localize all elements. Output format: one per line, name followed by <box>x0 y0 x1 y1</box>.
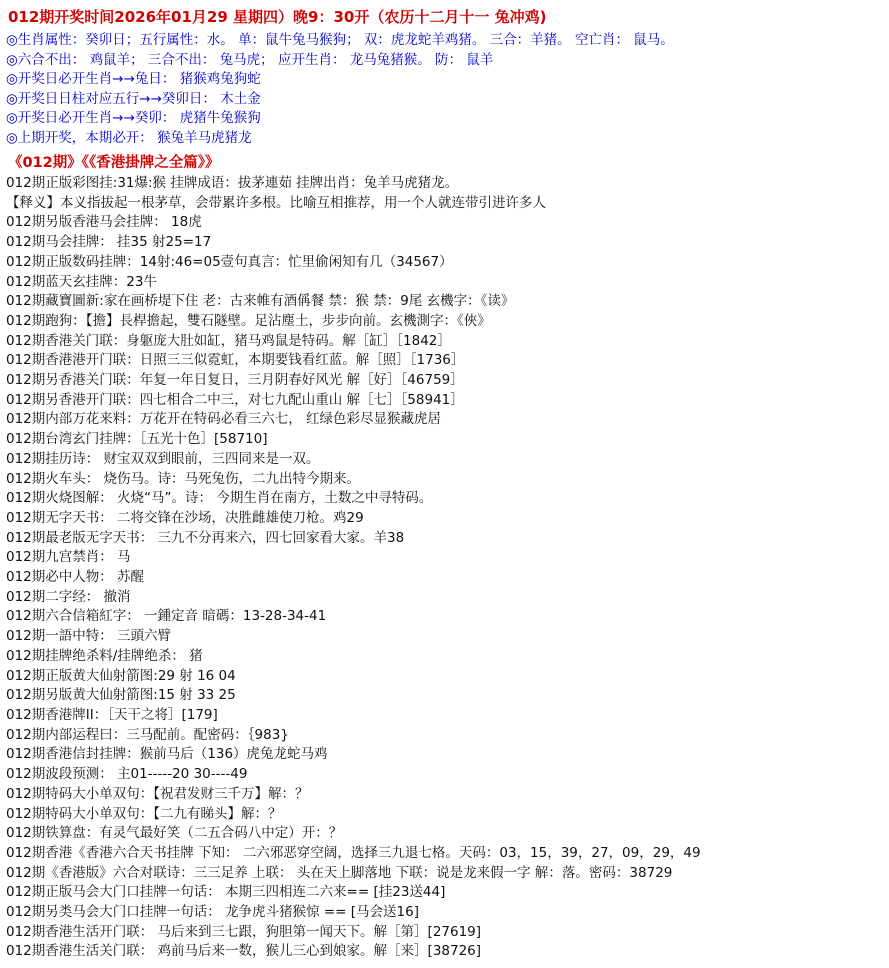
content-row: 012期必中人物： 苏醒 <box>6 569 145 586</box>
content-row: 012期火烧图解： 火烧“马”。诗： 今期生肖在南方，土数之中寻特码。 <box>6 490 433 507</box>
content-row: 012期内部运程曰：三马配前。配密码：｛983} <box>6 726 289 743</box>
content-row: 012期马会挂牌： 挂35 射25=17 <box>6 234 212 251</box>
content-block <box>6 174 883 962</box>
content-row: 012期跑狗：【擔】長桿擔起，雙石隧壁。足沾塵土，步步向前。玄機測字：《俠》 <box>6 312 491 329</box>
content-row: 012期内部万花来料：万花开在特码必看三六七， 红绿色彩尽显猴藏虎居 <box>6 411 442 428</box>
content-row: 012期一語中特： 三頭六臂 <box>6 628 172 645</box>
content-row: 012期《香港版》六合对联诗：三三足养 上联： 头在天上脚落地 下联：说是龙来假一字 解：落。密码：38729 <box>6 864 673 881</box>
zodiac-row: ◎开奖日日柱对应五行→→癸卯日： 木土金 <box>6 90 261 107</box>
section-title: 《012期》《《香港掛牌之全篇》》 <box>8 155 220 171</box>
content-row: 012期九宫禁肖： 马 <box>6 549 131 566</box>
content-row: 012期香港关门联：身躯庞大肚如缸，猪马鸡鼠是特码。解［缸］［1842］ <box>6 332 451 349</box>
zodiac-row: ◎生肖属性：癸卯日；五行属性：水。 单：鼠牛兔马猴狗； 双：虎龙蛇羊鸡猪。 三合：羊猪。 空亡肖： 鼠马。 <box>6 32 674 48</box>
content-row: 012期特码大小单双句：【二九有睇头】解：？ <box>6 805 282 822</box>
content-row: 012期藏寶圖新:家在画桥堤下住 老：古来帷有酒偁餐 禁：猴 禁：9尾 玄機字：《读》 <box>6 293 515 310</box>
content-row: 012期铁算盘：有灵气最好笑（二五合码八中定）开：？ <box>6 825 343 842</box>
content-row: 012期另香港关门联：年复一年日复日，三月阴春好风光 解［好］［46759］ <box>6 372 464 389</box>
content-row: 012期二字经： 撤消 <box>6 588 131 605</box>
content-row: 012期无字天书： 二将交锋在沙场，决胜雌雄使刀枪。鸡29 <box>6 509 364 526</box>
content-row: 012期另香港开门联：四七相合二中三，对七九配山重山 解［七］［58941］ <box>6 391 464 408</box>
content-row: 012期香港《香港六合天书挂牌 下知： 二六邪恶穿空阔，选择三九退七格。天码：03，15，39，27，09，29，49 <box>6 844 701 861</box>
content-row: 012期正版数码挂牌：14射:46=05壹句真言：忙里偷闲知有几（34567） <box>6 253 453 270</box>
content-row: 012期最老版无字天书： 三九不分再来六，四七回家看大家。羊38 <box>6 529 405 546</box>
content-row: 【释义】本义指拔起一根茅草，会带累许多根。比喻互相推荐，用一个人就连带引进许多人 <box>6 194 546 211</box>
content-row: 012期蓝天玄挂牌：23牛 <box>6 273 157 290</box>
content-row: 012期正版马会大门口挂牌一句话： 本期三四相连二六来== [挂23送44] <box>6 884 446 901</box>
draw-time-header: 012期开奖时间2026年01月29 星期四）晚9：30开（农历十二月十一 兔冲鸡) <box>8 8 547 26</box>
content-row: 012期另版黄大仙射箭图:15 射 33 25 <box>6 687 236 704</box>
content-row: 012期波段预测： 主01-----20 30----49 <box>6 766 248 783</box>
content-row: 012期香港牌II：［天干之将］[179] <box>6 706 218 723</box>
content-row: 012期火车头： 烧伤马。诗：马死兔伤，二九出特今期来。 <box>6 470 361 487</box>
content-row: 012期正版黄大仙射箭图:29 射 16 04 <box>6 667 236 684</box>
content-row: 012期另类马会大门口挂牌一句话： 龙争虎斗猪猴惊 == [马会送16] <box>6 904 419 921</box>
content-row: 012期挂牌绝杀料/挂牌绝杀： 猪 <box>6 647 203 664</box>
zodiac-row: ◎开奖日必开生肖→→癸卯： 虎猪牛兔猴狗 <box>6 110 261 126</box>
zodiac-row: ◎六合不出： 鸡鼠羊； 三合不出： 兔马虎； 应开生肖： 龙马兔猪猴。 防： 鼠羊 <box>6 51 494 68</box>
content-row: 012期六合信箱紅字： 一鍾定音 暗碼：13-28-34-41 <box>6 608 327 625</box>
content-row: 012期正版彩图挂:31爆:猴 挂牌成语：拔茅連茹 挂牌出肖：兔羊马虎猪龙。 <box>6 175 459 191</box>
content-row: 012期特码大小单双句：【祝君发财三千万】解：？ <box>6 785 309 802</box>
content-row: 012期台湾玄门挂牌：［五光十色］[58710] <box>6 431 268 448</box>
zodiac-info-block <box>6 31 883 148</box>
content-row: 012期香港生活开门联： 马后来到三七跟，狗胆第一闻天下。解［第］[27619] <box>6 923 482 940</box>
content-row: 012期香港生活关门联： 鸡前马后来一数，猴儿三心到娘家。解［来］[38726] <box>6 943 482 960</box>
zodiac-row: ◎上期开奖，本期必开： 猴兔羊马虎猪龙 <box>6 129 252 146</box>
content-row: 012期另版香港马会挂牌： 18虎 <box>6 214 202 231</box>
content-row: 012期香港信封挂牌：猴前马后（136）虎兔龙蛇马鸡 <box>6 746 328 763</box>
content-row: 012期香港港开门联：日照三三似霓虹，本期要钱看红蓝。解［照］［1736］ <box>6 352 465 369</box>
content-row: 012期挂历诗： 财宝双双到眼前，三四同来是一双。 <box>6 450 320 467</box>
zodiac-row: ◎开奖日必开生肖→→兔日： 猪猴鸡兔狗蛇 <box>6 71 261 87</box>
